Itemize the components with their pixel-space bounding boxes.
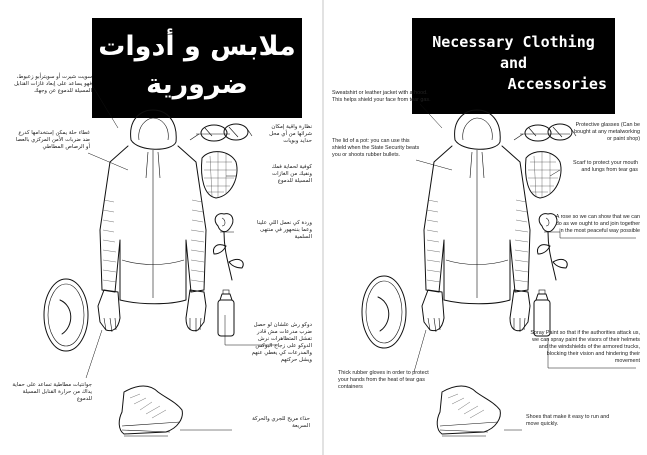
leader-gloves-en	[414, 330, 426, 372]
english-title-line2: and	[499, 54, 528, 72]
leader-scarf-en	[550, 170, 560, 176]
note-potlid-en: The lid of a pot: you can use this shield when the State Security beats you or shoots rubber bullets.	[332, 138, 420, 158]
note-rose-en: A rose so we can show that we can do as we ought to and join together in the most peaceful way possible	[555, 214, 640, 234]
gloves-drawing-ar	[98, 290, 206, 332]
note-glasses-en: Protective glasses (Can be bought at any metalworking or paint shop)	[574, 122, 640, 142]
scarf-drawing-ar	[202, 152, 238, 198]
hoodie-drawing-en	[424, 110, 530, 304]
note-gloves-en: Thick rubber gloves in order to protect your hands from the heat of tear gas containers	[338, 370, 429, 390]
hoodie-drawing-ar	[100, 110, 206, 304]
note-spray-en: Spray Paint so that if the authorities attack us, we can spray paint the visors of their helmets and the windshields of the armored trucks, blocking their vision and hindering their movement	[530, 330, 640, 364]
potlid-drawing-ar	[44, 279, 88, 351]
note-shoes-en: Shoes that make it easy to run and move quickly.	[526, 414, 610, 427]
potlid-drawing-en	[362, 276, 406, 348]
leader-sweatshirt-ar	[92, 85, 118, 128]
arabic-title-line2: ضرورية	[146, 69, 248, 100]
note-scarf-en: Scarf to protect your mouth and lungs from tear gas	[572, 160, 638, 173]
note-sweatshirt-en: Sweatshirt or leather jacket with a hood. This helps shield your face from tear gas.	[332, 90, 431, 103]
english-title-line3: Accessories	[507, 75, 607, 93]
note-shoes-ar: حذاء مريح للجري والحركة السريعة	[252, 416, 310, 429]
rose-drawing-ar	[214, 214, 244, 280]
note-rose-ar: وردة كي نعمل اللي علينا وعما بننحهور في منتهى السلمية	[257, 220, 312, 240]
glasses-drawing-en	[514, 124, 576, 141]
note-spray-ar: دوكو رش علشان لو حصل ضرب مدرعات مش قادر تفشل المتظاهرات نرش الدوكو على زجاج البوكس والمدرعات كي يغطي عنهم ويشل حركتهم	[251, 322, 312, 363]
leader-potlid-ar	[88, 153, 128, 170]
glasses-drawing-ar	[190, 124, 252, 141]
english-title-line1: Necessary Clothing	[432, 33, 595, 51]
note-sweatshirt-ar: سويت شيرت أو سويترأبو زعبوط، فهو يساعد على إبعاد غازات القنابل المسيلة للدموع عن وجهك	[14, 74, 92, 94]
leader-gloves-ar	[86, 330, 102, 378]
scarf-drawing-en	[526, 152, 562, 198]
shoe-drawing-en	[437, 386, 500, 436]
arabic-page	[0, 0, 323, 455]
gloves-drawing-en	[422, 290, 530, 332]
spray-drawing-ar	[218, 290, 234, 336]
note-scarf-ar: كوفية لحماية فمك ونفيك من الغازات المسيلة للدموع	[271, 164, 312, 184]
note-glasses-ar: نظارة واقية إمكان شرائها من أي محل حدايد وبويات	[269, 124, 312, 144]
note-potlid-ar: غطاء حلة يمكن إستخدامها كدرع ضد ضربات الأمن المركزي بالعصا أو الرصاص المطاطي	[15, 130, 90, 150]
arabic-title-line1: ملابس و أدوات	[98, 31, 296, 62]
leader-sweatshirt-en	[420, 104, 442, 128]
english-page	[324, 0, 647, 455]
note-gloves-ar: جوانتيات مطاطية تساعد على حماية يداك من حرارة القنابل المسيلة للدموع	[12, 382, 92, 402]
shoe-drawing-ar	[119, 386, 182, 436]
